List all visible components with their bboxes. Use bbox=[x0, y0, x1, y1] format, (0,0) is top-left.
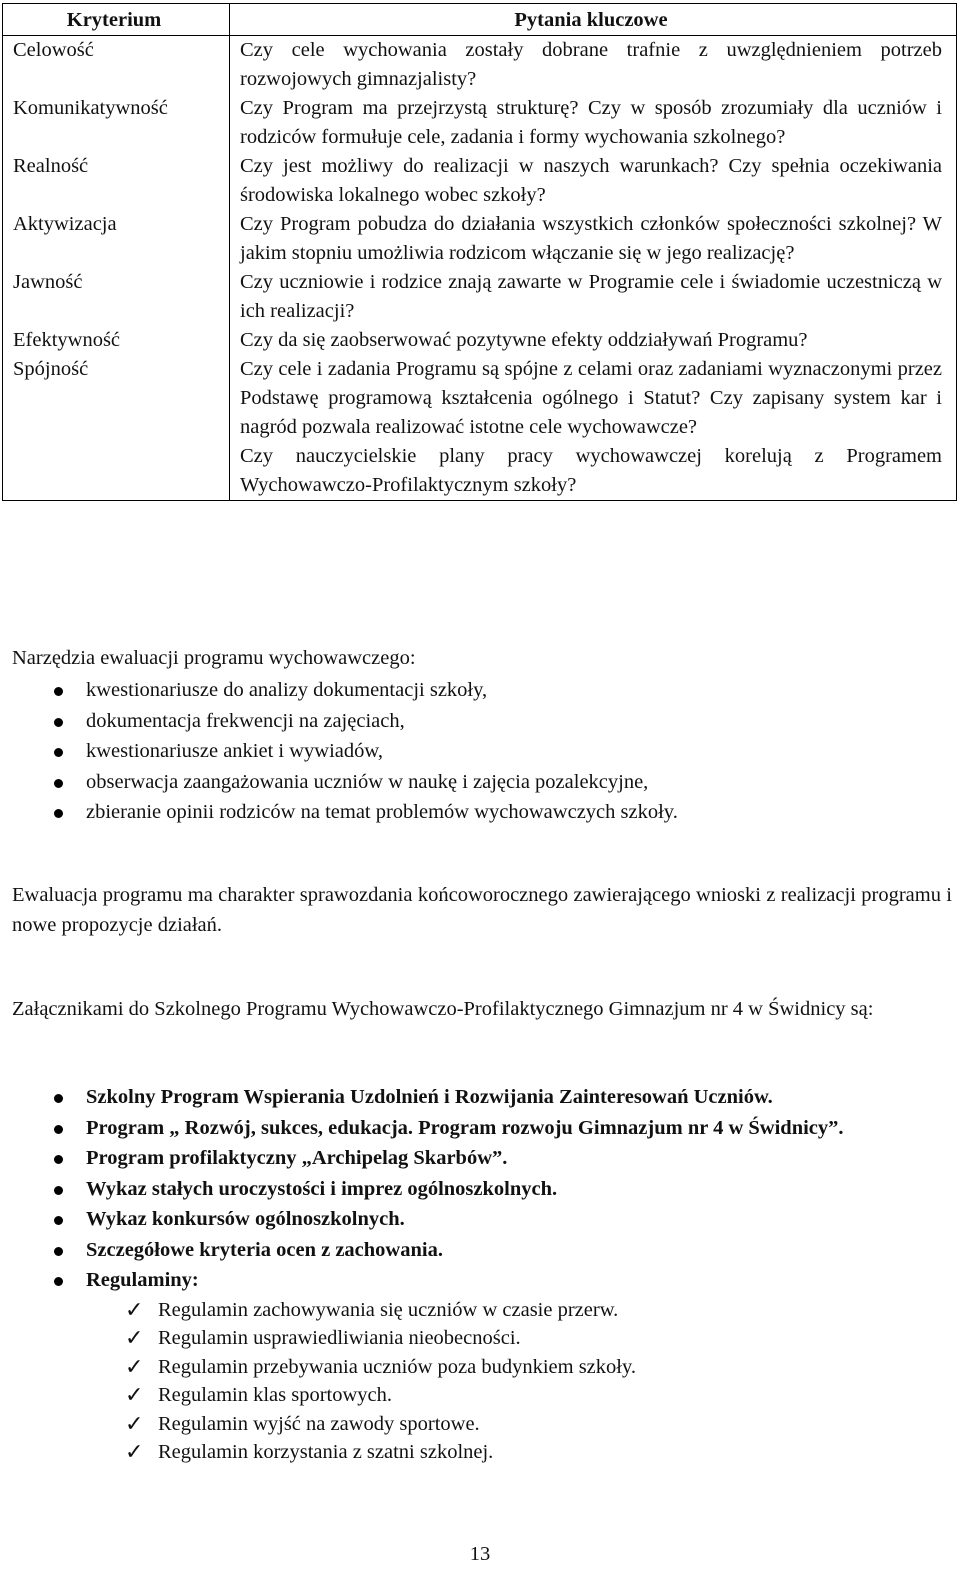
criterion-cell: Jawność bbox=[3, 268, 230, 326]
list-item: Program profilaktyczny „Archipelag Skarbów”. bbox=[12, 1143, 952, 1174]
criterion-cell: Celowość bbox=[3, 36, 230, 95]
table-row bbox=[3, 94, 957, 152]
list-item: ✓ Regulamin usprawiedliwiania nieobecności. bbox=[12, 1324, 952, 1353]
bullet-icon bbox=[54, 1216, 63, 1225]
question-paragraph: Czy nauczycielskie plany pracy wychowawczej korelują z Programem Wychowawczo-Profilaktycznym szkoły? bbox=[240, 445, 942, 496]
bullet-icon bbox=[54, 1125, 63, 1134]
table-row bbox=[3, 268, 957, 326]
bullet-icon bbox=[54, 1094, 63, 1103]
question-cell: Czy da się zaobserwować pozytywne efekty oddziaływań Programu? bbox=[230, 326, 957, 355]
bullet-icon bbox=[54, 718, 63, 727]
criterion-cell: Realność bbox=[3, 152, 230, 210]
bullet-icon bbox=[54, 1247, 63, 1256]
list-item: ✓ Regulamin zachowywania się uczniów w czasie przerw. bbox=[12, 1296, 952, 1325]
list-item: ✓ Regulamin klas sportowych. bbox=[12, 1381, 952, 1410]
checkmark-icon: ✓ bbox=[125, 1411, 144, 1437]
header-key-questions: Pytania kluczowe bbox=[230, 4, 957, 36]
list-item: obserwacja zaangażowania uczniów w naukę i zajęcia pozalekcyjne, bbox=[12, 767, 952, 798]
bullet-icon bbox=[54, 809, 63, 818]
checkmark-icon: ✓ bbox=[125, 1383, 144, 1408]
list-item: kwestionariusze ankiet i wywiadów, bbox=[12, 736, 952, 767]
list-item: Regulaminy: bbox=[12, 1265, 952, 1296]
question-cell: Czy cele wychowania zostały dobrane trafnie z uwzględnieniem potrzeb rozwojowych gimnazjalisty? bbox=[230, 36, 957, 95]
attachments-intro: Załącznikami do Szkolnego Programu Wychowawczo-Profilaktycznego Gimnazjum nr 4 w Świdnicy są: bbox=[12, 998, 874, 1020]
bullet-icon bbox=[54, 1277, 63, 1286]
list-item: ✓ Regulamin korzystania z szatni szkolnej. bbox=[12, 1438, 952, 1467]
checkmark-icon: ✓ bbox=[125, 1297, 144, 1323]
bullet-icon bbox=[54, 1155, 63, 1164]
table-row bbox=[3, 36, 957, 95]
criterion-cell: Spójność bbox=[3, 355, 230, 501]
question-cell: Czy uczniowie i rodzice znają zawarte w Programie cele i świadomie uczestniczą w ich realizacji? bbox=[230, 268, 957, 326]
checkmark-icon: ✓ bbox=[125, 1354, 144, 1380]
list-item: zbieranie opinii rodziców na temat problemów wychowawczych szkoły. bbox=[12, 797, 952, 828]
list-item: Wykaz stałych uroczystości i imprez ogólnoszkolnych. bbox=[12, 1174, 952, 1205]
list-item: Wykaz konkursów ogólnoszkolnych. bbox=[12, 1204, 952, 1235]
question-cell: Czy jest możliwy do realizacji w naszych warunkach? Czy spełnia oczekiwania środowiska lokalnego wobec szkoły? bbox=[230, 152, 957, 210]
bullet-icon bbox=[54, 779, 63, 788]
criterion-cell: Komunikatywność bbox=[3, 94, 230, 152]
list-item: dokumentacja frekwencji na zajęciach, bbox=[12, 706, 952, 737]
evaluation-paragraph: Ewaluacja programu ma charakter sprawozdania końcoworocznego zawierającego wnioski z realizacji programu i nowe propozycje działań. bbox=[12, 884, 952, 936]
attachments-section bbox=[12, 1082, 952, 1467]
list-item: kwestionariusze do analizy dokumentacji szkoły, bbox=[12, 675, 952, 706]
list-item: Program „ Rozwój, sukces, edukacja. Program rozwoju Gimnazjum nr 4 w Świdnicy”. bbox=[12, 1113, 952, 1144]
header-criterion: Kryterium bbox=[3, 4, 230, 36]
checkmark-icon: ✓ bbox=[125, 1440, 144, 1465]
table-row bbox=[3, 152, 957, 210]
tools-list bbox=[12, 675, 952, 828]
attachments-list bbox=[12, 1082, 952, 1296]
list-item: Szkolny Program Wspierania Uzdolnień i Rozwijania Zainteresowań Uczniów. bbox=[12, 1082, 952, 1113]
criterion-cell: Aktywizacja bbox=[3, 210, 230, 268]
table-header-row bbox=[3, 4, 957, 36]
list-item: Szczegółowe kryteria ocen z zachowania. bbox=[12, 1235, 952, 1266]
list-item: ✓ Regulamin przebywania uczniów poza budynkiem szkoły. bbox=[12, 1353, 952, 1382]
question-cell: Czy Program ma przejrzystą strukturę? Czy w sposób zrozumiały dla uczniów i rodziców formułuje cele, zadania i formy wychowania szkolnego? bbox=[230, 94, 957, 152]
question-cell: Czy Program pobudza do działania wszystkich członków społeczności szkolnej? W jakim stopniu umożliwia rodzicom włączanie się w jego realizację? bbox=[230, 210, 957, 268]
list-item: ✓ Regulamin wyjść na zawody sportowe. bbox=[12, 1410, 952, 1439]
bullet-icon bbox=[54, 748, 63, 757]
table-row bbox=[3, 210, 957, 268]
criteria-table bbox=[2, 3, 957, 501]
page-number: 13 bbox=[469, 1543, 491, 1565]
question-paragraph: Czy cele i zadania Programu są spójne z celami oraz zadaniami wyznaczonymi przez Podstawę programową kształcenia ogólnego i Statut? Czy zapisany system kar i nagród pozwala realizować istotne cele wychowawcze? bbox=[240, 358, 942, 438]
regulations-list bbox=[12, 1296, 952, 1467]
checkmark-icon: ✓ bbox=[125, 1326, 144, 1351]
table-row bbox=[3, 355, 957, 501]
question-cell bbox=[230, 355, 957, 501]
evaluation-tools-section bbox=[12, 644, 952, 828]
tools-heading: Narzędzia ewaluacji programu wychowawczego: bbox=[12, 647, 416, 669]
bullet-icon bbox=[54, 1186, 63, 1195]
criterion-cell: Efektywność bbox=[3, 326, 230, 355]
bullet-icon bbox=[54, 687, 63, 696]
table-row bbox=[3, 326, 957, 355]
